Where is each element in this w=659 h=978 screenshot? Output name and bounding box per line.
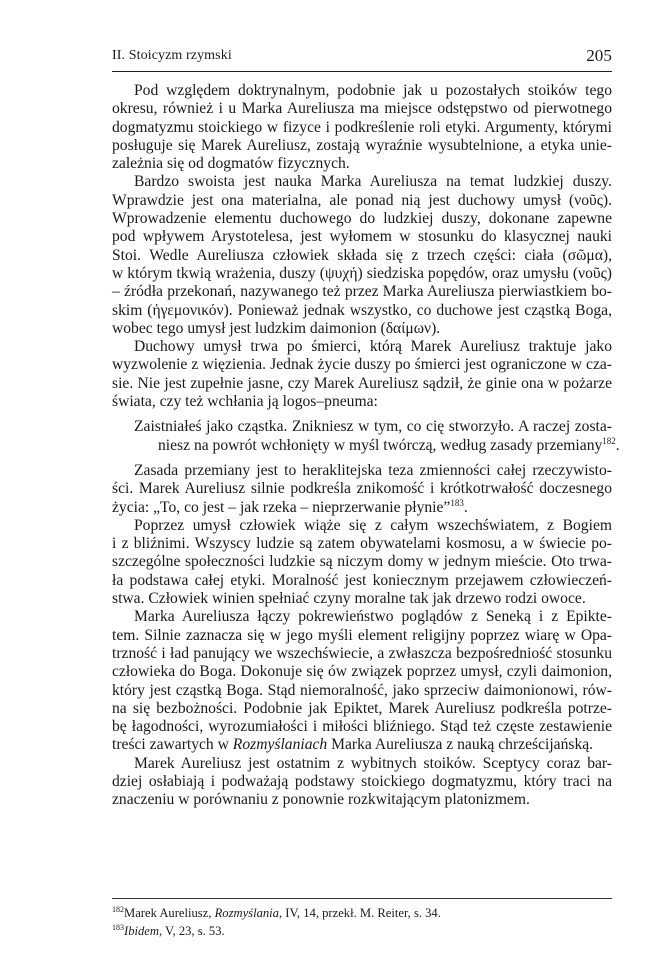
footnote-text: Marek Aureliusz,	[124, 906, 215, 920]
main-text	[112, 82, 620, 810]
quote-line	[112, 435, 620, 455]
footnote-title: Rozmyślania	[214, 906, 279, 920]
paragraph	[112, 338, 612, 411]
text-line: Bardzo swoista jest nauka Marka Aureliusza na temat ludzkiej duszy.	[134, 173, 612, 191]
text-line: okresu, również i u Marka Aureliusza ma miejsce odstępstwo od pierwotnego	[112, 100, 612, 118]
text-line: posługuje się Marek Aureliusz, zostają wyraźnie wysubtelnione, a etyka unie-	[112, 136, 612, 154]
text-line: Marka Aureliusza łączy pokrewieństwo poglądów z Seneką i z Epikte-	[134, 608, 612, 626]
paragraph	[112, 608, 612, 754]
text-line: dogmatyzmu stoickiego w fizyce i podkreślenie roli etyki. Argumenty, którymi	[112, 118, 612, 136]
footnote	[112, 904, 612, 922]
text-line: na się bezbożności. Podobnie jak Epiktet, Marek Aureliusz podkreśla potrze-	[112, 699, 612, 717]
text-line-content: życia: „To, co jest – jak rzeka – nieprzerwanie płynie”	[112, 498, 451, 516]
running-head	[112, 48, 612, 70]
paragraph	[112, 462, 612, 517]
footnote-number: 183	[112, 923, 124, 932]
text-line: Duchowy umysł trwa po śmierci, którą Marek Aureliusz traktuje jako	[134, 338, 612, 356]
text-line: sie. Nie jest zupełnie jasne, czy Marek Aureliusz sądził, że ginie ona w pożarze	[112, 374, 612, 392]
footnote-rule	[112, 898, 612, 899]
paragraph	[112, 755, 612, 810]
chapter-title: II. Stoicyzm rzymski	[112, 48, 232, 63]
footnote-ref: 182	[602, 435, 616, 446]
text-line: Wprowadzenie elementu duchowego do ludzkiej duszy, dokonane zapewne	[112, 210, 612, 228]
spacer	[112, 411, 612, 418]
text-line: Pod względem doktrynalnym, podobnie jak u pozostałych stoików tego	[134, 82, 612, 99]
paragraph	[112, 173, 612, 338]
book-title: Rozmyślaniach	[232, 736, 328, 754]
text-line: który jest cząstką Boga. Stąd niemoralność, jako sprzeciw daimonionowi, rów-	[112, 681, 612, 699]
footnote-text: , V, 23, s. 53.	[158, 924, 225, 938]
page-number: 205	[586, 46, 612, 65]
spacer	[112, 455, 612, 462]
text-line: Poprzez umysł człowiek wiąże się z całym wszechświatem, z Bogiem	[134, 516, 612, 534]
text-line: Marek Aureliusz jest ostatnim z wybitnych stoików. Sceptycy coraz bar-	[134, 754, 612, 772]
footnote-ref: 183	[450, 497, 464, 508]
text-line: Wprawdzie jest ona materialna, ale ponad nią jest duchowy umysł (νοῦς).	[112, 191, 612, 209]
text-line: znaczeniu w porównaniu z ponownie rozkwitającym platonizmem.	[112, 791, 530, 809]
text-line: dziej osłabiają i podważają podstawy stoickiego dogmatyzmu, który traci na	[112, 772, 612, 790]
text-line: Zasada przemiany jest to heraklitejska teza zmienności całej rzeczywisto-	[134, 461, 612, 479]
quote-text: niesz na powrót wchłonięty w myśl twórczą, według zasady przemiany	[158, 436, 603, 454]
text-line: zależnia się od dogmatów fizycznych.	[112, 155, 350, 173]
footnote-title: Ibidem	[124, 924, 159, 938]
text-line	[112, 736, 612, 754]
quote-line: Zaistniałeś jako cząstka. Znikniesz w tym, co cię stworzyło. A raczej zosta-	[134, 418, 612, 436]
text-line: wobec tego umysł jest ludzkim daimonion (δαίμων).	[112, 319, 441, 337]
text-line: stwa. Człowiek winien spełniać czyny moralne tak jak drzewo rodzi owoce.	[112, 590, 586, 608]
footnote	[112, 922, 612, 940]
text-line-content: Marka Aureliusza z nauką chrześcijańską.	[327, 736, 594, 754]
text-line: ści. Marek Aureliusz silnie podkreśla znikomość i krótkotrwałość doczesnego	[112, 480, 612, 498]
text-line: skim (ἡγεμονικόν). Ponieważ jednak wszystko, co duchowe jest cząstką Boga,	[112, 301, 612, 319]
footnotes	[112, 904, 612, 940]
footnote-text: , IV, 14, przekł. M. Reiter, s. 34.	[278, 906, 441, 920]
text-line: w którym tkwią wrażenia, duszy (ψυχή) siedziska popędów, oraz umysłu (νοῦς)	[112, 264, 612, 282]
text-line	[112, 499, 612, 517]
text-line: człowieka do Boga. Dokonuje się ów związek poprzez umysł, czyli daimonion,	[112, 663, 612, 681]
text-line: bę łagodności, wyrozumiałości i miłości bliźniego. Stąd też częste zestawienie	[112, 718, 612, 736]
footnote-number: 182	[112, 905, 124, 914]
text-line: wyzwolenie z więzienia. Jednak życie duszy po śmierci jest ograniczone w cza-	[112, 356, 612, 374]
paragraph	[112, 517, 612, 608]
text-line: szczególne społeczności ludzkie są niczym domy w jednym mieście. Oto trwa-	[112, 553, 612, 571]
text-line: – źródła przekonań, nazywanego też przez Marka Aureliusza pierwiastkiem bo-	[112, 283, 612, 301]
block-quote	[112, 418, 620, 455]
text-line: świata, czy też wchłania ją logos–pneuma:	[112, 393, 378, 411]
text-line: i z bliźnimi. Wszyscy ludzie są zatem obywatelami kosmosu, a w świecie po-	[112, 535, 612, 553]
text-line: trzność i ład panujący we wszechświecie, a zwłaszcza bezpośredniość stosunku	[112, 644, 612, 662]
text-line: ła podstawa całej etyki. Moralność jest koniecznym przejawem człowieczeń-	[112, 571, 612, 589]
text-line: pod wpływem Arystotelesa, jest wyłomem w stosunku do klasycznej nauki	[112, 228, 612, 246]
header-rule	[112, 71, 612, 72]
text-line: tem. Silnie zaznacza się w jego myśli element religijny poprzez wiarę w Opa-	[112, 626, 612, 644]
paragraph	[112, 82, 612, 173]
text-line-content: treści zawartych w	[112, 736, 233, 754]
period: .	[463, 498, 468, 516]
text-line: Stoi. Wedle Aureliusza człowiek składa się z trzech części: ciała (σῶμα),	[112, 246, 612, 264]
period: .	[615, 436, 620, 454]
